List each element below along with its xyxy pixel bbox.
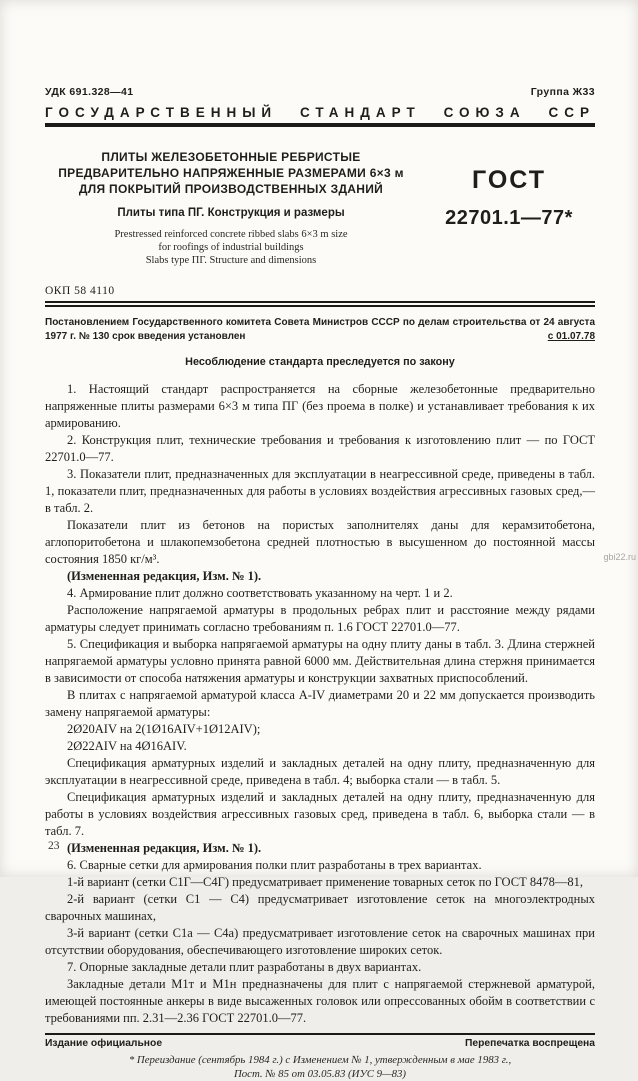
paragraph-amended-note: (Измененная редакция, Изм. № 1). [67,569,262,583]
law-notice: Несоблюдение стандарта преследуется по закону [185,356,455,368]
meta-row [45,86,595,98]
reissue-footnote [45,1053,595,1081]
paragraph: Показатели плит из бетонов на пористых заполнителях даны для керамзитобетона, аглопоритобетона и шлакопемзобетона средней плотностью в высушенном до постоянной массы состояния 1850 кг/м³. [45,518,595,566]
formula-line: 2Ø22AIV на 4Ø16AIV. [67,739,187,753]
okp-code: ОКП 58 4110 [45,285,115,297]
gost-label: ГОСТ [472,166,546,194]
header-word: СТАНДАРТ [299,105,421,120]
paragraph: 1-й вариант (сетки С1Г—С4Г) предусматривает применение товарных сеток по ГОСТ 8478—81, [67,875,583,889]
paragraph: 1. Настоящий стандарт распространяется на сборные железобетонные предварительно напряженные плиты размерами 6×3 м типа ПГ (без проема в полке) и устанавливает требования к их армированию. [45,382,595,430]
title-subtitle: Плиты типа ПГ. Конструкция и размеры [117,207,345,219]
title-ru-line: ПЛИТЫ ЖЕЛЕЗОБЕТОННЫЕ РЕБРИСТЫЕ [101,150,361,164]
title-en-block [45,228,417,267]
paragraph: 2-й вариант (сетки С1 — С4) предусматривает изготовление сеток на многоэлектродных сварочных машинах, [45,892,595,923]
title-en-line: Prestressed reinforced concrete ribbed slabs 6×3 m size [114,229,348,240]
decree-effective-date: с 01.07.78 [547,330,595,342]
title-block [45,149,423,267]
footnote-line: * Переиздание (сентябрь 1984 г.) с Изменением № 1, утвержденным в мае 1983 г., [128,1054,512,1066]
paragraph: 3-й вариант (сетки С1а — С4а) предусматривает изготовление сеток на сварочных машинах при отсутствии оборудования, обеспечивающего изготовление широких сеток. [45,926,595,957]
paragraph-amended-note: (Измененная редакция, Изм. № 1). [67,841,262,855]
header-word: ССР [548,105,595,120]
paragraph: 3. Показатели плит, предназначенных для эксплуатации в неагрессивной среде, приведены в табл. 1, показатели плит, предназначенных для работы в условиях воздействия агрессивных газовых сред,— в табл. 2. [45,467,595,515]
paragraph: 6. Сварные сетки для армирования полки плит разработаны в трех вариантах. [67,858,482,872]
formula-line: 2Ø20AIV на 2(1Ø16AIV+1Ø12AIV); [67,722,261,736]
document-body [45,381,595,1027]
paragraph: 5. Спецификация и выборка напрягаемой арматуры на одну плиту даны в табл. 3. Длина стержней напрягаемой арматуры условно принята равной 6000 мм. Действительная длина стержня принимается в зависимости от способа натяжения арматуры и конструкции захватных приспособлений. [45,637,595,685]
footer-row [45,1038,595,1049]
header-rule [45,123,595,127]
footer-rule [45,1033,595,1035]
title-area [45,149,595,267]
title-ru-line: ПРЕДВАРИТЕЛЬНО НАПРЯЖЕННЫЕ РАЗМЕРАМИ 6×3 м [58,166,404,180]
gost-number-block [423,149,595,267]
header-word: СОЮЗА [443,105,526,120]
header-word: ГОСУДАРСТВЕННЫЙ [45,105,278,120]
paragraph: В плитах с напрягаемой арматурой класса A-IV диаметрами 20 и 22 мм допускается производить замену напрягаемой арматуры: [45,688,595,719]
reprint-prohibited-label: Перепечатка воспрещена [465,1038,595,1049]
state-standard-header [45,105,595,120]
decree-text: Постановлением Государственного комитета Совета Министров СССР по делам строительства от 24 августа 1977 г. № 130 срок введения установлен [45,317,595,342]
paragraph: 4. Армирование плит должно соответствовать указанному на черт. 1 и 2. [67,586,453,600]
official-edition-label: Издание официальное [45,1038,163,1049]
paragraph: 7. Опорные закладные детали плит разработаны в двух вариантах. [67,960,422,974]
watermark: gbi22.ru [603,552,636,562]
page-number: 23 [48,840,60,852]
title-en-line: for roofings of industrial buildings [158,242,304,253]
footnote-line: Пост. № 85 от 03.05.83 (ИУС 9—83) [233,1068,407,1080]
paragraph: Закладные детали М1т и М1н предназначены для плит с напрягаемой стержневой арматурой, имеющей постоянные анкеры в виде высаженных головок или опрессованных обойм в соответствии с требованиями пп. 2.31—2.36 ГОСТ 22701.0—77. [45,977,595,1025]
title-ru-line: ДЛЯ ПОКРЫТИЙ ПРОИЗВОДСТВЕННЫХ ЗДАНИЙ [78,182,384,196]
gost-number: 22701.1—77* [445,207,573,229]
decree-block [45,316,595,343]
udk-code: УДК 691.328—41 [45,86,134,98]
title-en-line: Slabs type ПГ. Structure and dimensions [145,255,317,266]
paragraph: 2. Конструкция плит, технические требования и требования к изготовлению плит — по ГОСТ 22701.0—77. [45,433,595,464]
paragraph: Расположение напрягаемой арматуры в продольных ребрах плит и расстояние между рядами арматуры следует принимать согласно требованиям п. 1.6 ГОСТ 22701.0—77. [45,603,595,634]
paragraph: Спецификация арматурных изделий и закладных деталей на одну плиту, предназначенную для работы в условиях воздействия агрессивных газовых сред, приведена в табл. 6, выборка стали — в табл. 7. [45,790,595,838]
paragraph: Спецификация арматурных изделий и закладных деталей на одну плиту, предназначенную для эксплуатации в неагрессивной среде, приведена в табл. 4; выборка стали — в табл. 5. [45,756,595,787]
group-code: Группа Ж33 [530,86,595,98]
okp-rule [45,301,595,307]
